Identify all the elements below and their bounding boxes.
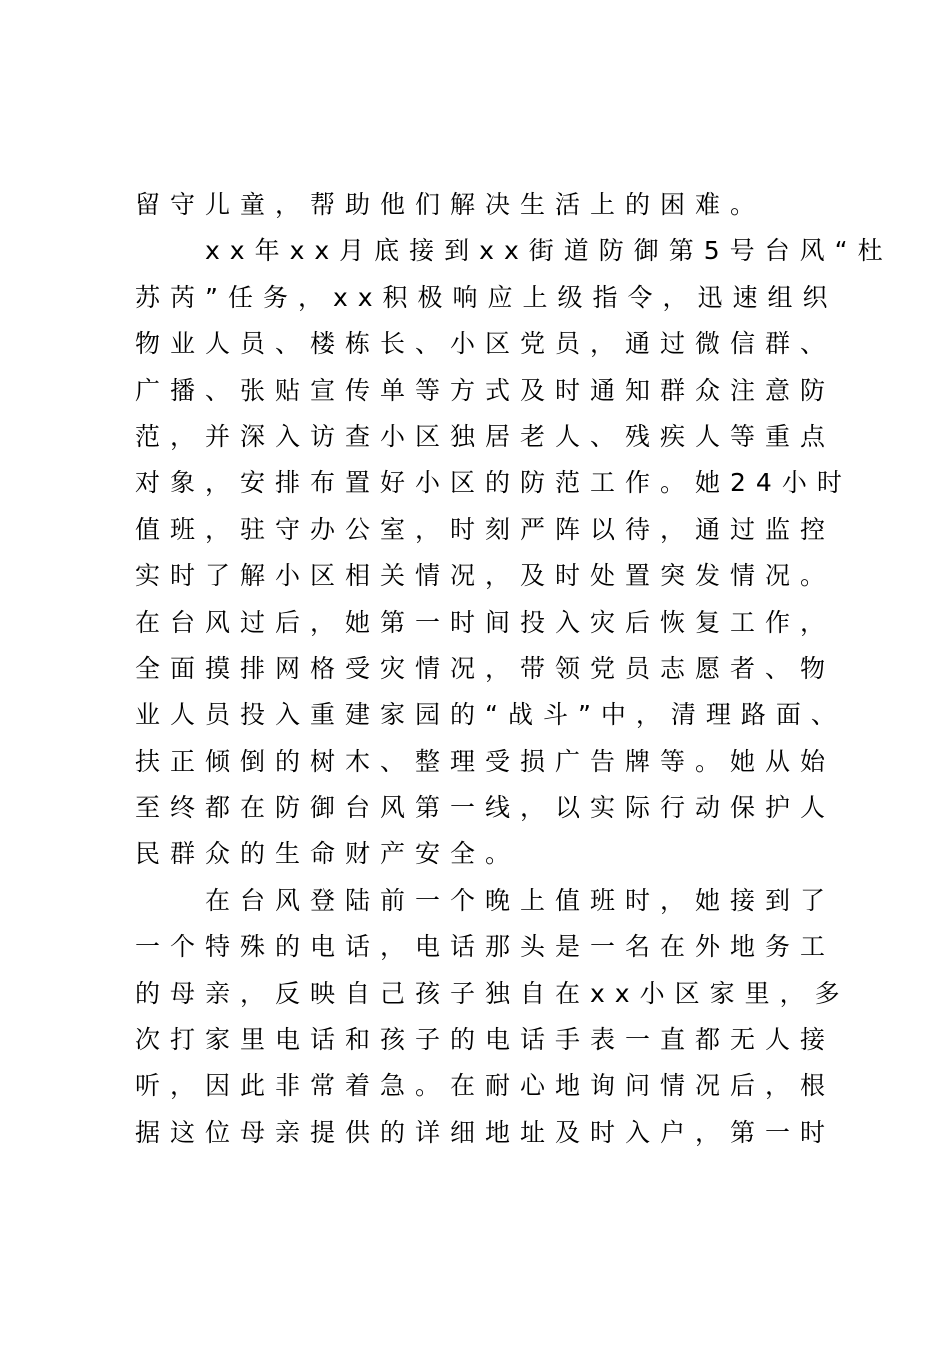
text-line: 一个特殊的电话，电话那头是一名在外地务工 xyxy=(135,932,836,962)
paragraph-start-line: 在台风登陆前一个晚上值班时，她接到了 xyxy=(205,885,836,915)
paragraph-start-line: xx年xx月底接到xx街道防御第5号台风“杜 xyxy=(205,236,893,266)
text-line: 民群众的生命财产安全。 xyxy=(135,839,521,869)
text-line: 实时了解小区相关情况，及时处置突发情况。 xyxy=(135,561,836,591)
text-line: 听，因此非常着急。在耐心地询问情况后，根 xyxy=(135,1071,836,1101)
text-line: 物业人员、楼栋长、小区党员，通过微信群、 xyxy=(135,329,836,359)
text-line: 次打家里电话和孩子的电话手表一直都无人接 xyxy=(135,1025,836,1055)
text-line: 至终都在防御台风第一线，以实际行动保护人 xyxy=(135,793,836,823)
text-line: 范，并深入访查小区独居老人、残疾人等重点 xyxy=(135,421,836,451)
text-line: 据这位母亲提供的详细地址及时入户，第一时 xyxy=(135,1117,836,1147)
body-text xyxy=(135,182,893,1156)
text-line: 留守儿童，帮助他们解决生活上的困难。 xyxy=(135,190,766,219)
text-line: 值班，驻守办公室，时刻严阵以待，通过监控 xyxy=(135,514,836,544)
text-line: 苏芮”任务，xx积极响应上级指令，迅速组织 xyxy=(135,282,838,312)
text-line: 广播、张贴宣传单等方式及时通知群众注意防 xyxy=(135,375,836,405)
text-line: 全面摸排网格受灾情况，带领党员志愿者、物 xyxy=(135,653,836,683)
text-line: 在台风过后，她第一时间投入灾后恢复工作， xyxy=(135,607,836,637)
text-line: 业人员投入重建家园的“战斗”中，清理路面、 xyxy=(135,700,846,730)
text-line: 的母亲，反映自己孩子独自在xx小区家里，多 xyxy=(135,978,850,1008)
text-line: 对象，安排布置好小区的防范工作。她24小时 xyxy=(135,468,852,498)
text-line: 扶正倾倒的树木、整理受损广告牌等。她从始 xyxy=(135,746,836,776)
